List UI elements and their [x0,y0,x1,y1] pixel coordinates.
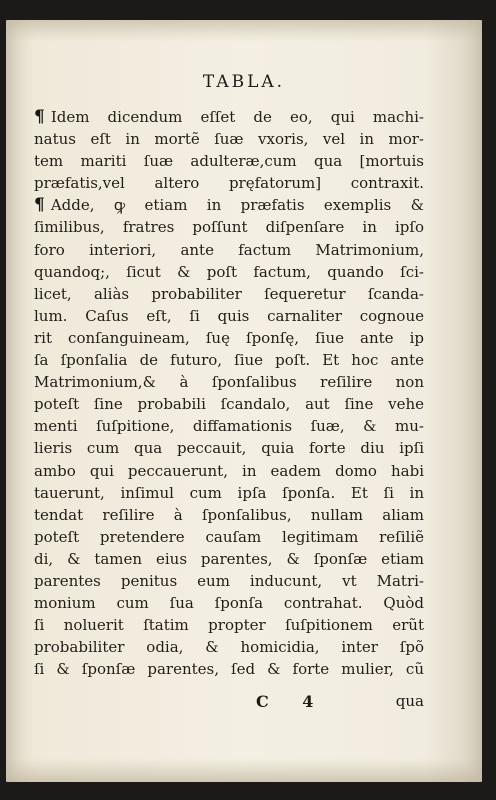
line-text: poteſt ſine probabili ſcandalo, aut ſine vehe [34,395,424,414]
running-head: TABLA. [202,72,286,92]
text-line [34,150,424,172]
text-line [34,172,424,194]
text-line [34,460,424,482]
line-text: monium cum ſua ſponſa contrahat. Quòd [34,594,424,613]
pilcrow-icon: ¶ [34,107,45,127]
line-text: tem mariti ſuæ adulteræ,cum qua [mortuis [34,152,424,171]
line-text: probabiliter odia, & homicidia, inter ſpõ [34,638,424,657]
line-text: foro interiori, ante factum Matrimonium, [34,240,424,259]
text-line [34,658,424,680]
text-line [34,482,424,504]
line-text: lum. Caſus eſt, ſi quis carnaliter cognoue [34,306,424,325]
line-text: natus eſt in mortẽ ſuæ vxoris, vel in mor- [34,130,424,149]
line-text: lieris cum qua peccauit, quia forte diu ipſi [34,439,424,458]
line-text: tauerunt, inſimul cum ipſa ſponſa. Et ſi in [34,483,424,502]
line-text: licet, aliàs probabiliter ſequeretur ſcanda- [34,284,424,303]
line-text: Idem dicendum eſſet de eo, qui machi- [50,108,424,126]
text-line [34,261,424,283]
text-line [34,128,424,150]
text-line [34,504,424,526]
line-text: quandoq;, ſicut & poſt factum, quando ſci- [34,262,424,281]
book-page [6,20,482,782]
line-text: ſi noluerit ſtatim propter ſuſpitionem erũt [34,616,424,635]
text-line [34,614,424,636]
pilcrow-icon: ¶ [34,195,45,216]
line-text: ſa ſponſalia de futuro, ſiue poſt. Et hoc ante [34,351,424,370]
text-line [34,327,424,349]
line-text: ambo qui peccauerunt, in eadem domo habi [34,461,424,480]
line-text: poteſt pretendere cauſam legitimam reſiliẽ [34,527,424,546]
line-text: menti ſuſpitione, diffamationis ſuæ, & mu- [34,417,424,436]
page-footer [34,692,424,716]
line-text: tendat reſilire à ſponſalibus, nullam aliam [34,505,424,524]
text-line [34,636,424,658]
line-text: ſimilibus, fratres poſſunt diſpenſare in ipſo [34,218,424,237]
text-line [34,415,424,437]
signature-mark: C 4 [256,692,328,711]
text-line [34,216,424,238]
text-line [34,283,424,305]
line-text: Matrimonium,& à ſponſalibus reſilire non [34,373,424,392]
text-line [34,349,424,371]
text-line [34,305,424,327]
text-line [34,371,424,393]
line-text: rit conſanguineam, ſuę ſponſę, ſiue ante ip [34,328,424,347]
text-line [34,239,424,261]
text-line [34,548,424,570]
text-line [34,106,424,128]
text-line [34,570,424,592]
text-line [34,592,424,614]
line-text: præfatis,vel altero pręfatorum] contraxit. [34,174,424,193]
line-text: parentes penitus eum inducunt, vt Matri- [34,571,424,590]
text-line [34,526,424,548]
text-line [34,393,424,415]
line-text: Adde, ꝙ etiam in præfatis exemplis & [50,196,424,215]
line-text: ſi & ſponſæ parentes, ſed & forte mulier, cũ [34,660,424,679]
catchword: qua [395,692,424,710]
line-text: di, & tamen eius parentes, & ſponſæ etiam [34,549,424,568]
text-block [34,106,424,680]
text-line [34,437,424,459]
text-line [34,194,424,216]
